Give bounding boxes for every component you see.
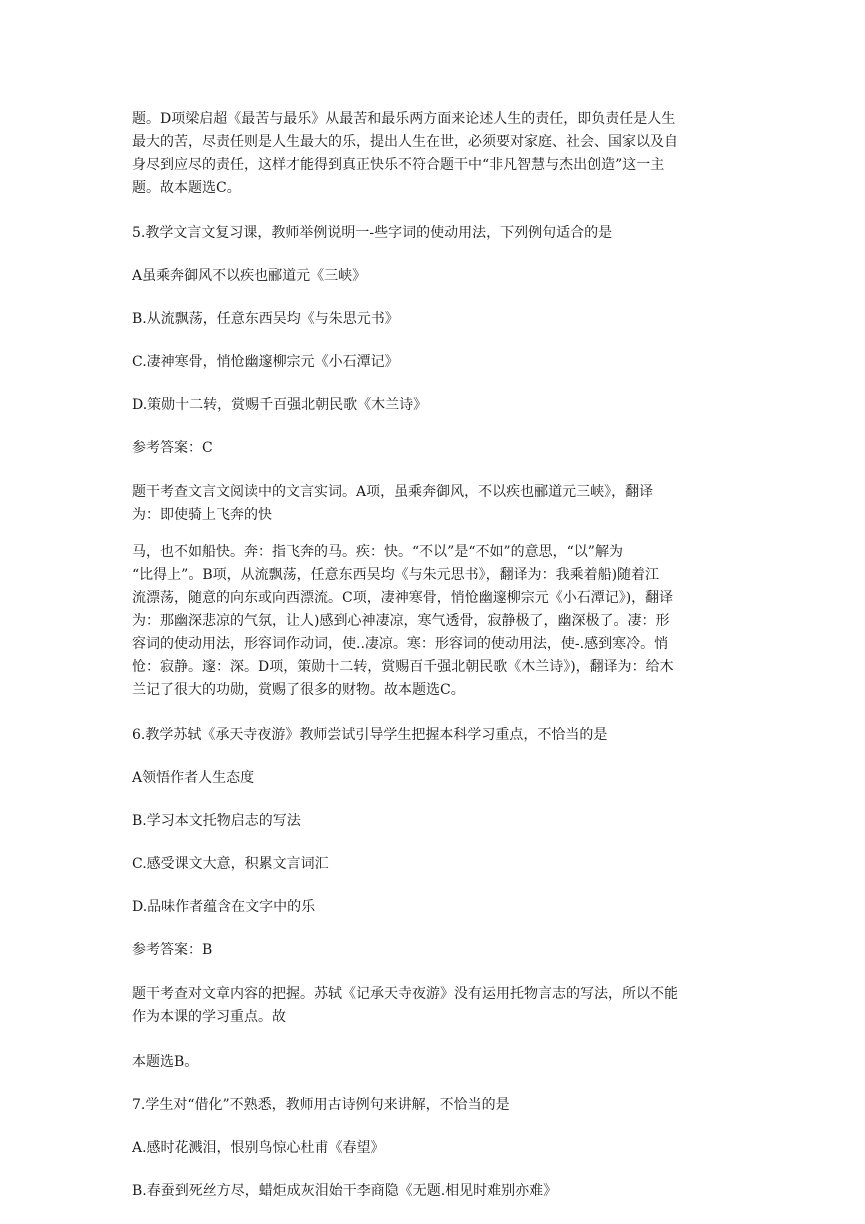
paragraph-q5-option-b xyxy=(132,309,744,329)
text-line: 7.学生对“借化”不熟悉，教师用古诗例句来讲解，不恰当的是 xyxy=(132,1097,510,1113)
text-line: 参考答案：B xyxy=(132,942,213,958)
paragraph-q7-option-a xyxy=(132,1138,744,1158)
paragraph-q5-option-c xyxy=(132,352,744,372)
paragraph-q6-option-b xyxy=(132,811,744,831)
text-line: 作为本课的学习重点。故 xyxy=(132,1009,286,1025)
paragraph-q6-explanation-1 xyxy=(132,983,744,1029)
text-line: 最大的苦，尽责任则是人生最大的乐，提出人生在世，必须要对家庭、社会、国家以及自 xyxy=(132,134,678,150)
text-line: 容词的使动用法，形容词作动词，使..凄凉。寒：形容词的使动用法，使-.感到寒冷。悄 xyxy=(132,636,669,652)
text-line: A虽乘奔御风不以疾也郦道元《三峡》 xyxy=(132,268,367,284)
text-line: 本题选B。 xyxy=(132,1054,199,1070)
text-line: A领悟作者人生态度 xyxy=(132,770,255,786)
text-line: 题干考查文言文阅读中的文言实词。A项，虽乘奔御风，不以疾也郦道元三峡》，翻译 xyxy=(132,484,654,500)
paragraph-q6-option-a xyxy=(132,768,744,788)
text-line: 题。故本题选C。 xyxy=(132,180,241,196)
text-line: 流漂荡，随意的向东或向西漂流。C项，凄神寒骨，悄怆幽邃柳宗元《小石潭记》)，翻译 xyxy=(132,590,674,606)
text-line: B.从流飘荡，任意东西吴均《与朱思元书》 xyxy=(132,311,399,327)
text-line: “比得上”。B项，从流飘荡，任意东西吴均《与朱元思书》，翻译为：我乘着船)随着江 xyxy=(132,567,660,583)
text-line: C.凄神寒骨，悄怆幽邃柳宗元《小石潭记》 xyxy=(132,354,399,370)
text-line: 马，也不如船快。奔：指飞奔的马。疾：快。“不以”是“不如”的意思，“以”解为 xyxy=(132,544,623,560)
paragraph-q6-answer xyxy=(132,940,744,960)
document-page xyxy=(132,108,744,1224)
text-line: 6.教学苏轼《承天寺夜游》教师尝试引导学生把握本科学习重点，不恰当的是 xyxy=(132,727,608,743)
paragraph-q4-explanation-tail xyxy=(132,108,744,200)
text-line: 为：那幽深悲凉的气氛，让人)感到心神凄凉，寒气透骨，寂静极了，幽深极了。凄：形 xyxy=(132,613,670,629)
paragraph-q5-stem xyxy=(132,223,744,243)
paragraph-q6-explanation-2 xyxy=(132,1052,744,1072)
paragraph-q5-answer xyxy=(132,438,744,458)
text-line: 5.教学文言文复习课，教师举例说明一-些字词的使动用法，下列例句适合的是 xyxy=(132,225,613,241)
text-line: 怆：寂静。邃：深。D项，策勋十二转，赏赐百千强北朝民歌《木兰诗》)，翻译为：给木 xyxy=(132,659,674,675)
text-line: A.感时花溅泪，恨别鸟惊心杜甫《春望》 xyxy=(132,1140,385,1156)
text-line: 参考答案：C xyxy=(132,440,213,456)
text-line: 为：即使骑上飞奔的快 xyxy=(132,507,272,523)
text-line: C.感受课文大意，积累文言词汇 xyxy=(132,856,329,872)
text-line: D.策勋十二转，赏赐千百强北朝民歌《木兰诗》 xyxy=(132,397,428,413)
paragraph-q7-option-b xyxy=(132,1181,744,1201)
paragraph-q6-option-d xyxy=(132,897,744,917)
text-line: D.品味作者蕴含在文字中的乐 xyxy=(132,899,316,915)
paragraph-q5-option-a xyxy=(132,266,744,286)
text-line: 身尽到应尽的责任，这样才能得到真正快乐不符合题干中“非凡智慧与杰出创造”这一主 xyxy=(132,157,665,173)
paragraph-q6-stem xyxy=(132,725,744,745)
text-line: B.春蚕到死丝方尽，蜡炬成灰泪始干李商隐《无题.相见时难别亦难》 xyxy=(132,1183,558,1199)
paragraph-q6-option-c xyxy=(132,854,744,874)
text-line: B.学习本文托物启志的写法 xyxy=(132,813,301,829)
text-line: 兰记了很大的功勋，赏赐了很多的财物。故本题选C。 xyxy=(132,682,465,698)
text-line: 题干考查对文章内容的把握。苏轼《记承天寺夜游》没有运用托物言志的写法，所以不能 xyxy=(132,986,678,1002)
paragraph-q5-option-d xyxy=(132,395,744,415)
text-line: 题。D项梁启超《最苦与最乐》从最苦和最乐两方面来论述人生的责任，即负责任是人生 xyxy=(132,111,676,127)
paragraph-q7-stem xyxy=(132,1095,744,1115)
paragraph-q5-explanation-1 xyxy=(132,481,744,527)
paragraph-q5-explanation-2 xyxy=(132,541,744,702)
